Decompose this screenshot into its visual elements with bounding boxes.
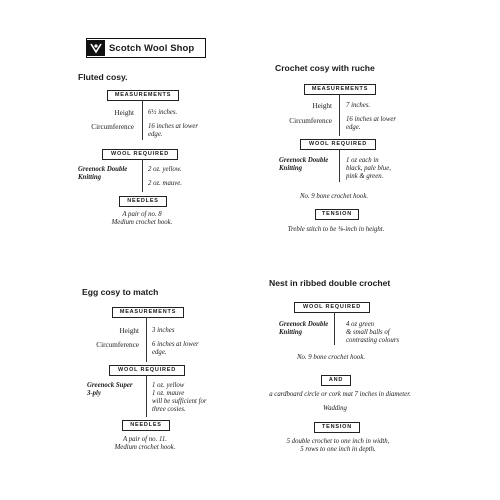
fluted-wool-name-1: Greenock Double <box>78 166 128 173</box>
fluted-wool-label: WOOL REQUIRED <box>102 149 178 160</box>
fluted-circ-label: Circumference <box>91 123 134 131</box>
egg-title: Egg cosy to match <box>82 287 159 297</box>
egg-measure-divider <box>146 317 147 362</box>
fluted-needles-1: A pair of no. 8 <box>122 211 162 218</box>
crochet-measure-divider <box>339 94 340 136</box>
crochet-wool-value-3: pink & green. <box>346 173 384 180</box>
egg-wool-label: WOOL REQUIRED <box>109 365 185 376</box>
fluted-height-value: 6½ inches. <box>148 109 178 116</box>
crochet-wool-name-2: Knitting <box>279 165 303 172</box>
yarn-needle-icon <box>87 40 105 56</box>
fluted-circ-value-1: 16 inches at lower <box>148 123 199 130</box>
nest-wadding: Wadding <box>323 405 347 412</box>
egg-needles-1: A pair of no. 11. <box>123 436 167 443</box>
crochet-circ-label: Circumference <box>289 117 332 125</box>
nest-wool-name-2: Knitting <box>279 329 303 336</box>
crochet-height-value: 7 inches. <box>346 102 371 109</box>
nest-wool-name-1: Greenock Double <box>279 321 329 328</box>
crochet-measurements-label: MEASUREMENTS <box>304 84 376 95</box>
fluted-title: Fluted cosy. <box>78 72 128 82</box>
crochet-hook: No. 9 bone crochet hook. <box>299 193 369 200</box>
egg-circ-label: Circumference <box>96 341 139 349</box>
egg-wool-value-3: will be sufficient for <box>152 398 207 405</box>
crochet-height-label: Height <box>312 102 332 110</box>
egg-measurements-label: MEASUREMENTS <box>112 307 184 318</box>
crochet-tension-text: Treble stitch to be ⅜-inch in height. <box>287 226 385 233</box>
fluted-measure-divider <box>142 100 143 140</box>
crochet-circ-value-1: 16 inches at lower <box>346 116 397 123</box>
crochet-wool-name-1: Greenock Double <box>279 157 329 164</box>
fluted-measurements-label: MEASUREMENTS <box>107 90 179 101</box>
fluted-wool-value-1: 2 oz. yellow. <box>148 166 182 173</box>
fluted-height-label: Height <box>114 109 134 117</box>
nest-wool-value-1: 4 oz green <box>346 321 375 328</box>
crochet-wool-label: WOOL REQUIRED <box>300 139 376 150</box>
fluted-wool-name-2: Knitting <box>78 174 102 181</box>
crochet-tension-label: TENSION <box>315 209 359 220</box>
egg-circ-value-1: 6 inches at lower <box>152 341 199 348</box>
nest-title: Nest in ribbed double crochet <box>269 278 391 288</box>
nest-tension-2: 5 rows to one inch in depth. <box>300 446 376 453</box>
fluted-needles-2: Medium crochet hook. <box>111 219 173 226</box>
egg-wool-value-2: 1 oz. mauve <box>152 390 185 397</box>
nest-tension-label: TENSION <box>314 422 360 433</box>
nest-wool-label: WOOL REQUIRED <box>294 302 370 313</box>
fluted-circ-value-2: edge. <box>148 131 163 138</box>
egg-wool-name-2: 3-ply <box>87 390 101 397</box>
fluted-needles-label: NEEDLES <box>119 196 167 207</box>
nest-and-label: AND <box>321 375 351 386</box>
egg-needles-2: Medium crochet hook. <box>114 444 176 451</box>
egg-wool-value-4: three cosies. <box>152 406 186 413</box>
shop-logo <box>86 38 206 58</box>
crochet-circ-value-2: edge. <box>346 124 361 131</box>
crochet-wool-value-2: black, pale blue, <box>346 165 391 172</box>
nest-and-text: a cardboard circle or cork mat 7 inches in diameter. <box>269 391 411 398</box>
egg-wool-divider <box>146 375 147 417</box>
nest-hook: No. 9 bone crochet hook. <box>296 354 366 361</box>
egg-needles-label: NEEDLES <box>122 420 170 431</box>
crochet-wool-value-1: 1 oz each in <box>346 157 379 164</box>
crochet-title: Crochet cosy with ruche <box>275 63 375 73</box>
crochet-wool-divider <box>339 149 340 182</box>
fluted-wool-value-2: 2 oz. mauve. <box>148 180 182 187</box>
egg-height-label: Height <box>119 327 139 335</box>
nest-tension-1: 5 double crochet to one inch in width, <box>286 438 390 445</box>
egg-wool-name-1: Greenock Super <box>87 382 133 389</box>
nest-wool-value-3: contrasting colours <box>346 337 400 344</box>
nest-wool-value-2: & small balls of <box>346 329 390 336</box>
fluted-wool-divider <box>142 159 143 192</box>
shop-name: Scotch Wool Shop <box>109 42 195 54</box>
nest-wool-divider <box>334 312 335 345</box>
egg-wool-value-1: 1 oz. yellow <box>152 382 185 389</box>
egg-circ-value-2: edge. <box>152 349 167 356</box>
egg-height-value: 3 inches <box>152 327 175 334</box>
